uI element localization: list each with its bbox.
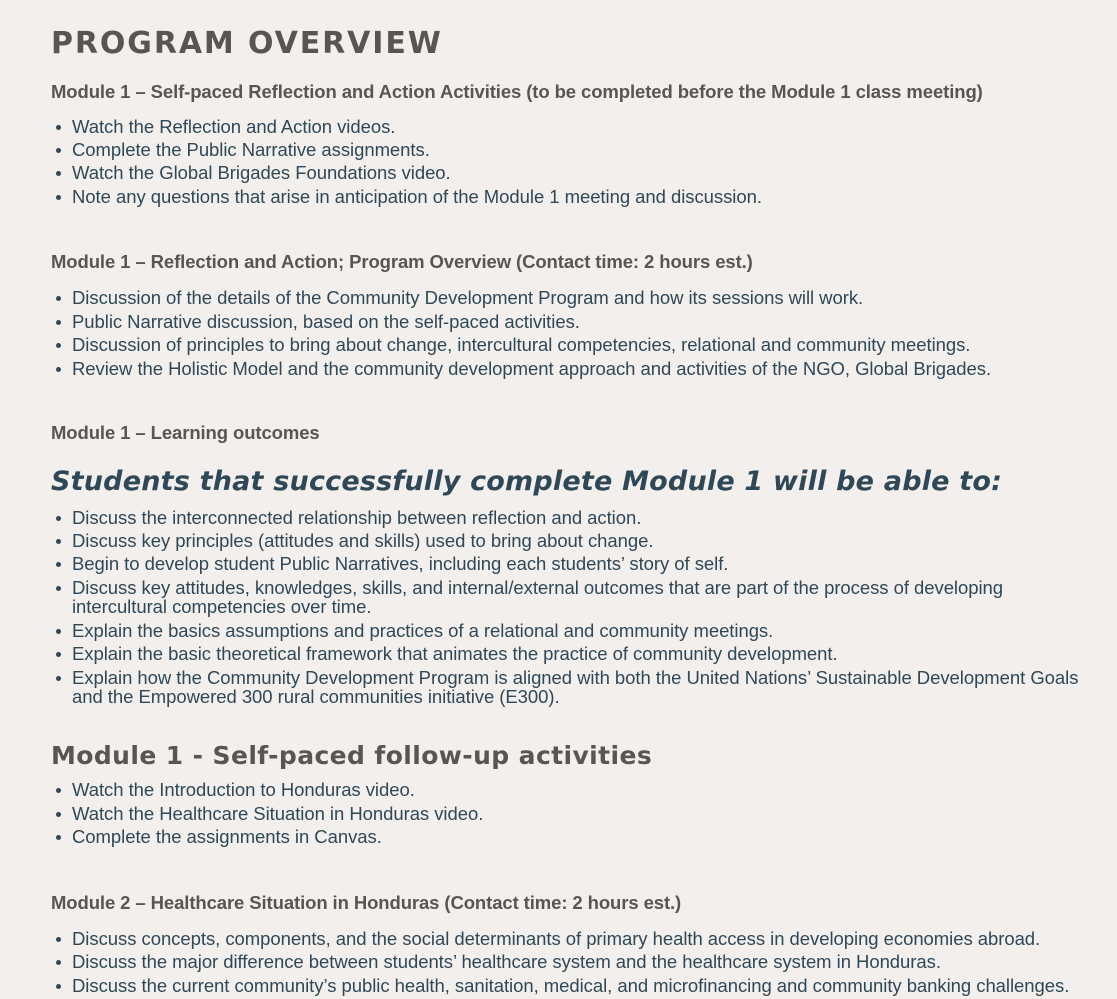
list-item: Discuss the current community’s public health, sanitation, medical, and microfinancing and community banking challenges. <box>52 976 1082 999</box>
bullet-list-module-1-follow-up <box>51 771 1083 850</box>
list-item: Discuss the interconnected relationship between reflection and action. <box>52 508 1082 531</box>
list-item: Explain how the Community Development Program is aligned with both the United Nations’ Sustainable Development Goals and the Empowered 300 rural communities initiative (E300). <box>52 668 1082 711</box>
list-item: Watch the Introduction to Honduras video. <box>52 780 1083 803</box>
list-item: Discuss concepts, components, and the social determinants of primary health access in developing economies abroad. <box>52 929 1082 952</box>
list-item: Complete the Public Narrative assignments. <box>52 140 1083 163</box>
list-item: Discussion of the details of the Community Development Program and how its sessions will work. <box>52 288 1082 311</box>
list-item: Discuss the major difference between students’ healthcare system and the healthcare system in Honduras. <box>52 952 1082 975</box>
section-heading-module-1-self-paced: Module 1 – Self-paced Reflection and Action Activities (to be completed before the Module 1 class meeting) <box>51 80 983 102</box>
bullet-list-module-2-healthcare <box>51 914 1083 999</box>
section-heading-module-1-reflection-action: Module 1 – Reflection and Action; Program Overview (Contact time: 2 hours est.) <box>51 251 753 273</box>
page-title: PROGRAM OVERVIEW <box>51 26 443 61</box>
list-item: Watch the Global Brigades Foundations video. <box>52 163 1083 186</box>
list-item: Note any questions that arise in anticipation of the Module 1 meeting and discussion. <box>52 187 1083 210</box>
section-heading-module-2-healthcare: Module 2 – Healthcare Situation in Honduras (Contact time: 2 hours est.) <box>51 891 682 913</box>
list-item: Explain the basic theoretical framework that animates the practice of community development. <box>52 644 1082 667</box>
display-heading-students-able-to: Students that successfully complete Module 1 will be able to: <box>51 466 1003 498</box>
list-item: Watch the Healthcare Situation in Honduras video. <box>52 804 1083 827</box>
list-item: Review the Holistic Model and the community development approach and activities of the NGO, Global Brigades. <box>52 359 1082 382</box>
list-item: Explain the basics assumptions and practices of a relational and community meetings. <box>52 621 1082 644</box>
section-heading-module-1-learning-outcomes: Module 1 – Learning outcomes <box>51 422 320 444</box>
list-item: Watch the Reflection and Action videos. <box>52 117 1083 140</box>
list-item: Public Narrative discussion, based on the self-paced activities. <box>52 312 1082 335</box>
list-item: Begin to develop student Public Narratives, including each students’ story of self. <box>52 554 1082 577</box>
bullet-list-learning-outcomes <box>51 499 1083 711</box>
list-item: Discuss key attitudes, knowledges, skills, and internal/external outcomes that are part of the process of developing intercultural competencies over time. <box>52 578 1082 621</box>
list-item: Discussion of principles to bring about change, intercultural competencies, relational and community meetings. <box>52 335 1082 358</box>
list-item: Discuss key principles (attitudes and skills) used to bring about change. <box>52 531 1082 554</box>
display-heading-module-1-follow-up: Module 1 - Self-paced follow-up activities <box>51 741 653 771</box>
list-item: Complete the assignments in Canvas. <box>52 827 1083 850</box>
bullet-list-module-1-reflection-action <box>51 273 1083 382</box>
bullet-list-module-1-self-paced <box>51 103 1083 211</box>
